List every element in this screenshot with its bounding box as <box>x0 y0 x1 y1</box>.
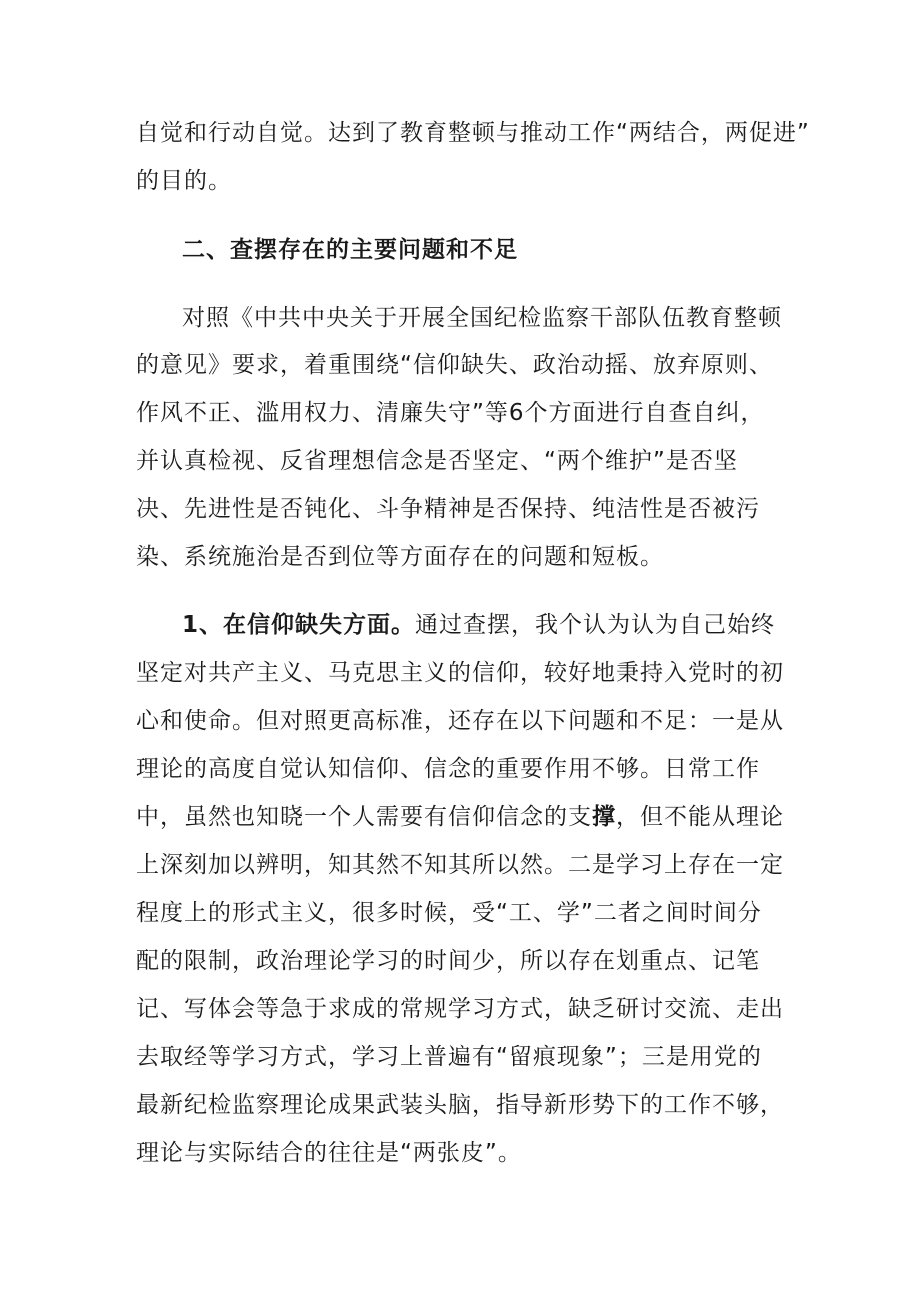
paragraph-line: 决、先进性是否钝化、斗争精神是否保持、纯洁性是否被污 <box>136 496 760 522</box>
paragraph-line: 程度上的形式主义，很多时候，受“工、学”二者之间时间分 <box>136 900 762 926</box>
paragraph-line: 作风不正、滥用权力、清廉失守”等6个方面进行自查自纠， <box>136 400 765 426</box>
paragraph-text: ，但不能从理论 <box>616 804 784 830</box>
bold-char: 撑 <box>592 804 616 830</box>
section-heading: 二、查摆存在的主要问题和不足 <box>182 237 518 263</box>
paragraph-line: 并认真检视、反省理想信念是否坚定、“两个维护”是否坚 <box>136 448 738 474</box>
paragraph-line: 去取经等学习方式，学习上普遍有“留痕现象”；三是用党的 <box>136 1044 762 1070</box>
paragraph-line: 最新纪检监察理论成果武装头脑，指导新形势下的工作不够， <box>136 1092 784 1118</box>
paragraph-line: 上深刻加以辨明，知其然不知其所以然。二是学习上存在一定 <box>136 852 784 878</box>
paragraph-text: 中，虽然也知晓一个人需要有信仰信念的支 <box>136 804 592 830</box>
paragraph-line: 的目的。 <box>136 168 232 194</box>
paragraph-line: 的意见》要求，着重围绕“信仰缺失、政治动摇、放弃原则、 <box>136 352 773 378</box>
paragraph-line <box>0 802 920 832</box>
paragraph-line <box>0 610 920 640</box>
item-lead: 1、在信仰缺失方面。 <box>182 612 416 638</box>
paragraph-line: 理论的高度自觉认知信仰、信念的重要作用不够。日常工作 <box>136 756 760 782</box>
paragraph-line: 坚定对共产主义、马克思主义的信仰，较好地秉持入党时的初 <box>136 660 784 686</box>
paragraph-line: 记、写体会等急于求成的常规学习方式，缺乏研讨交流、走出 <box>136 996 784 1022</box>
paragraph-line: 对照《中共中央关于开展全国纪检监察干部队伍教育整顿 <box>182 305 782 331</box>
paragraph-line: 心和使命。但对照更高标准，还存在以下问题和不足：一是从 <box>136 708 784 734</box>
paragraph-line: 染、系统施治是否到位等方面存在的问题和短板。 <box>136 544 664 570</box>
paragraph-line: 理论与实际结合的往往是“两张皮”。 <box>136 1140 522 1166</box>
paragraph-line: 配的限制，政治理论学习的时间少，所以存在划重点、记笔 <box>136 948 760 974</box>
paragraph-text: 通过查摆，我个认为认为自己始终 <box>415 612 776 638</box>
paragraph-line: 自觉和行动自觉。达到了教育整顿与推动工作“两结合，两促进” <box>136 120 810 146</box>
